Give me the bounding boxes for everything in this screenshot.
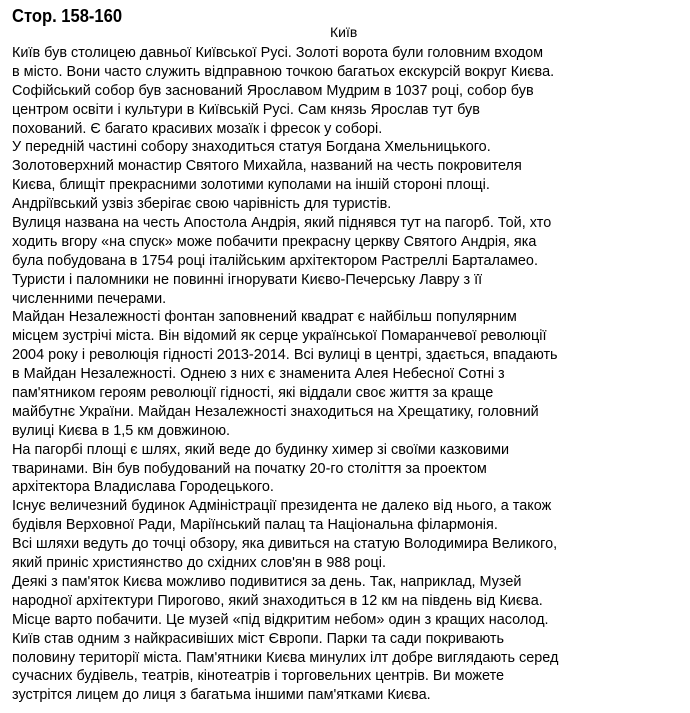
text-line: народної архітектури Пирогово, який знаходиться в 12 км на південь від Києва. <box>12 591 543 609</box>
text-line: ходить вгору «на спуск» може побачити прекрасну церкву Святого Андрія, яка <box>12 232 537 250</box>
text-line: була побудована в 1754 році італійським архітектором Растреллі Барталамео. <box>12 251 538 269</box>
text-line: Київ був столицею давньої Київської Русі. Золоті ворота були головним входом <box>12 44 544 61</box>
text-line: який приніс християнство до східних слов'ян в 988 році. <box>12 554 386 572</box>
page-reference: Стор. 158-160 <box>12 6 123 26</box>
text-line: На пагорбі площі є шлях, який веде до будинку химер зі своїми казковими <box>12 440 510 458</box>
text-line: Деякі з пам'яток Києва можливо подивитися за день. Так, наприклад, Музей <box>12 572 522 590</box>
text-line: Місце варто побачити. Це музей «під відкритим небом» один з кращих насолод. <box>12 610 549 628</box>
text-line: місцем зустрічі міста. Він відомий як серце української Помаранчевої революції <box>12 327 547 345</box>
text-line: вулиці Києва в 1,5 км довжиною. <box>12 421 231 439</box>
text-line: Київ став одним з найкрасивіших міст Європи. Парки та сади покривають <box>12 629 505 647</box>
text-line: Існує величезний будинок Адміністрації президента не далеко від нього, а також <box>12 497 552 515</box>
text-line: в Майдан Незалежності. Однею з них є знаменита Алея Небесної Сотні з <box>12 365 505 383</box>
text-line: архітектора Владислава Городецького. <box>12 478 274 496</box>
text-line: У передній частині собору знаходиться статуя Богдана Хмельницького. <box>12 138 491 156</box>
text-line: пам'ятником героям революції гідності, які віддали своє життя за краще <box>12 384 494 402</box>
text-line: сучасних будівель, театрів, кінотеатрів і торговельних центрів. Ви можете <box>12 667 505 685</box>
text-line: похований. Є багато красивих мозаїк і фресок у соборі. <box>12 119 383 137</box>
text-line: майбутнє України. Майдан Незалежності знаходиться на Хрещатику, головний <box>12 402 539 420</box>
text-line: Золотоверхний монастир Святого Михайла, названий на честь покровителя <box>12 157 522 175</box>
text-line: Вулиця названа на честь Апостола Андрія, який піднявся тут на пагорб. Той, хто <box>12 214 552 232</box>
text-line: Туристи і паломники не повинні ігнорувати Києво-Печерську Лавру з її <box>12 270 483 288</box>
text-line: Майдан Незалежності фонтан заповнений квадрат є найбільш популярним <box>12 308 517 326</box>
text-line: Софійський собор був заснований Ярославом Мудрим в 1037 році, собор був <box>12 81 534 99</box>
text-line: Києва, блищіт прекрасними золотими куполами на іншій стороні площі. <box>12 176 490 194</box>
text-line: тваринами. Він був побудований на початку 20-го століття за проектом <box>12 459 487 477</box>
text-line: Всі шляхи ведуть до точці обзору, яка дивиться на статую Володимира Великого, <box>12 535 558 553</box>
text-line: 2004 року і революція гідності 2013-2014. Всі вулиці в центрі, здається, впадають <box>12 346 558 364</box>
text-line: половину території міста. Пам'ятники Києва минулих ілт добре виглядають серед <box>12 648 559 666</box>
text-line: Андріївський узвіз зберігає свою чарівність для туристів. <box>12 195 392 213</box>
text-line: в місто. Вони часто служить відправною точкою багатьох екскурсій вокруг Києва. <box>12 62 555 80</box>
body-text <box>12 44 690 705</box>
text-line: численними печерами. <box>12 289 167 307</box>
document-title: Київ <box>330 24 358 40</box>
text-line: центром освіти і культури в Київській Русі. Сам князь Ярослав тут був <box>12 100 480 118</box>
text-line: будівля Верховної Ради, Маріїнський палац та Національна філармонія. <box>12 516 498 534</box>
text-line: зустрітся лицем до лиця з багатьма іншими пам'ятками Києва. <box>12 686 431 704</box>
